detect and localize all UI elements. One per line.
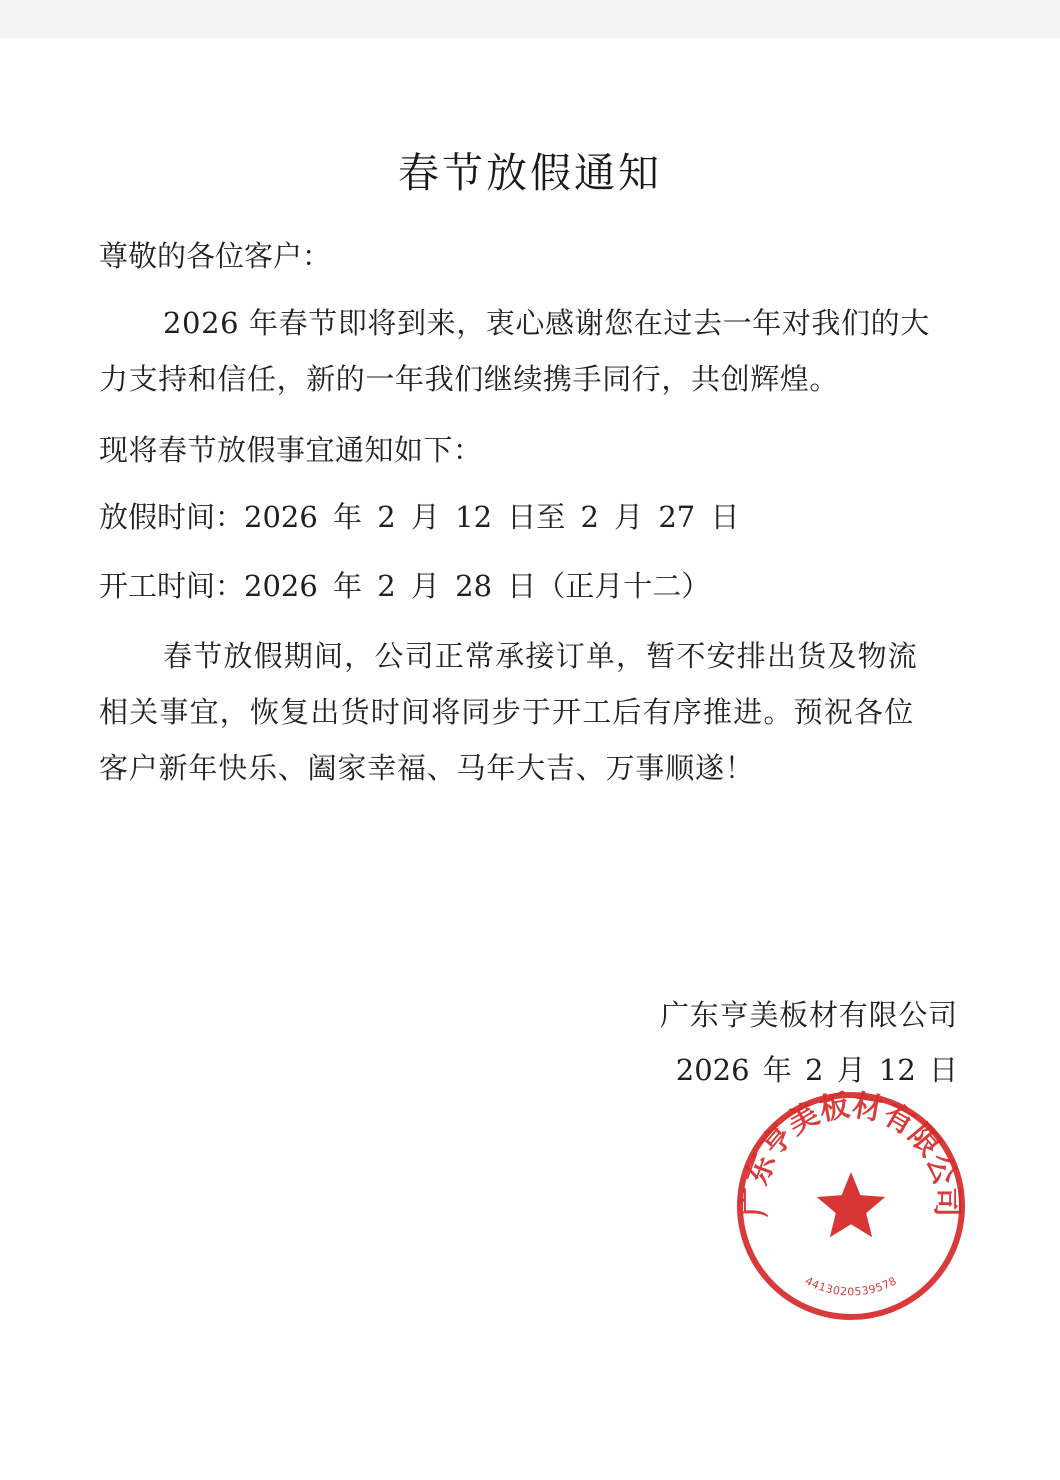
seal-arc-text: 广东亨美板材有限公司	[737, 1090, 965, 1218]
body-paragraph-line-3: 客户新年快乐、阖家幸福、马年大吉、万事顺遂！	[99, 751, 755, 785]
signature-company: 广东亨美板材有限公司	[659, 998, 958, 1032]
holiday-period: 放假时间：2026 年 2 月 12 日至 2 月 27 日	[99, 500, 740, 534]
seal-code-text: 4413020539578	[802, 1274, 900, 1299]
body-paragraph-line-1: 春节放假期间，公司正常承接订单，暂不安排出货及物流	[163, 639, 919, 673]
intro-paragraph-line-2: 力支持和信任，新的一年我们继续携手同行，共创辉煌。	[99, 362, 840, 396]
seal-star-icon	[817, 1172, 885, 1237]
company-seal	[735, 1090, 967, 1322]
intro-paragraph-line-1: 2026 年春节即将到来，衷心感谢您在过去一年对我们的大	[163, 306, 930, 340]
restart-date: 开工时间：2026 年 2 月 28 日（正月十二）	[99, 569, 711, 603]
salutation: 尊敬的各位客户：	[99, 239, 332, 273]
signature-date: 2026 年 2 月 12 日	[675, 1053, 958, 1087]
lead-in-text: 现将春节放假事宜通知如下：	[99, 433, 483, 467]
body-paragraph-line-2: 相关事宜，恢复出货时间将同步于开工后有序推进。预祝各位	[99, 695, 915, 729]
notice-title: 春节放假通知	[398, 149, 662, 197]
seal-graphic	[735, 1090, 967, 1322]
